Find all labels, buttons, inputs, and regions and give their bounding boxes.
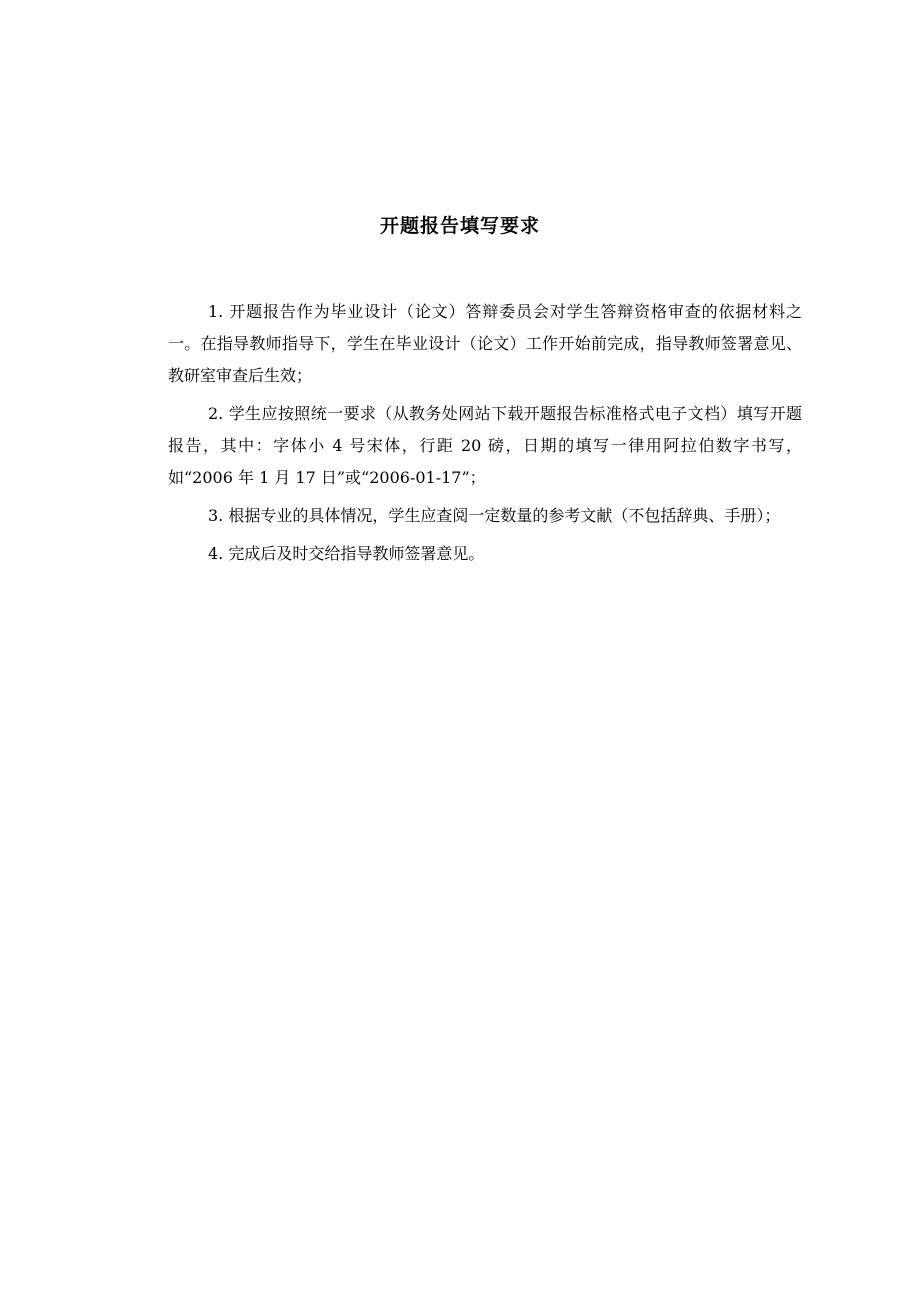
requirement-item-3: 3. 根据专业的具体情况，学生应查阅一定数量的参考文献（不包括辞典、手册）； <box>208 506 781 525</box>
page-title: 开题报告填写要求 <box>379 215 540 237</box>
requirement-item-4: 4. 完成后及时交给指导教师签署意见。 <box>208 544 485 563</box>
requirement-item-2: 2. 学生应按照统一要求（从教务处网站下载开题报告标准格式电子文档）填写开题报告，其中：字体小 4 号宋体，行距 20 磅，日期的填写一律用阿拉伯数字书写，如“2006 年 1 月 17 日”或“2006-01-17”； <box>168 404 802 487</box>
requirements-list <box>168 296 802 576</box>
requirement-item-1: 1. 开题报告作为毕业设计（论文）答辩委员会对学生答辩资格审查的依据材料之一。在指导教师指导下，学生在毕业设计（论文）工作开始前完成，指导教师签署意见、教研室审查后生效； <box>168 302 802 385</box>
